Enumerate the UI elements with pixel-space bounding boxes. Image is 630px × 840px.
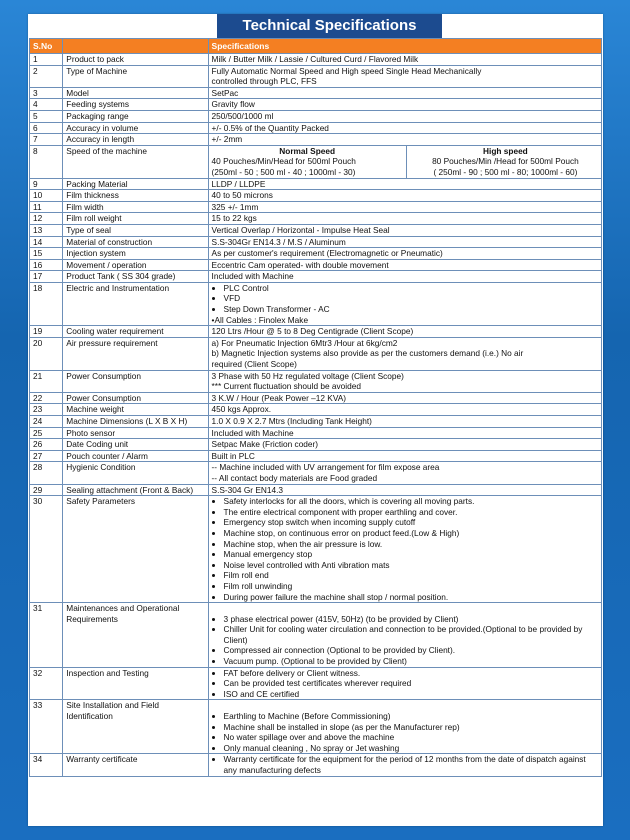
row-item: Maintenances and Operational Requirements [63,603,208,668]
row-item: Accuracy in length [63,134,208,146]
table-row [30,496,602,603]
table-row [30,122,602,134]
row-number: 18 [30,282,63,325]
high-speed-head: High speed [483,145,528,156]
row-item: Electric and Instrumentation [63,282,208,325]
bullet-item: • Machine stop, when the air pressure is low. [224,539,598,550]
table-row [30,190,602,202]
row-spec [208,99,601,111]
row-item: Material of construction [63,236,208,248]
row-spec [208,496,601,603]
table-row [30,439,602,451]
row-number: 12 [30,213,63,225]
bullet-item: • No water spillage over and above the machine [224,732,598,743]
bullet-item: • Safety interlocks for all the doors, which is covering all moving parts. [224,496,598,507]
header-blank [63,39,208,54]
row-number: 3 [30,87,63,99]
spec-line: -- All contact body materials are Food graded [211,472,378,483]
row-spec [208,603,601,668]
bullet-item: • Only manual cleaning , No spray or Jet washing [224,743,598,754]
row-spec [208,337,601,370]
row-spec [208,404,601,416]
row-item: Date Coding unit [63,439,208,451]
table-row [30,282,602,325]
row-spec [208,392,601,404]
row-spec [208,282,601,325]
table-row [30,236,602,248]
row-number: 4 [30,99,63,111]
row-spec [208,224,601,236]
row-number: 24 [30,416,63,428]
row-item: Product Tank ( SS 304 grade) [63,271,208,283]
table-row [30,450,602,462]
bullet-item: • FAT before delivery or Client witness. [224,668,598,679]
row-spec [208,271,601,283]
row-item: Air pressure requirement [63,337,208,370]
spec-line: +/- 2mm [211,134,243,145]
row-item: Inspection and Testing [63,667,208,700]
spec-line: 325 +/- 1mm [211,201,259,212]
spec-line: required (Client Scope) [211,359,297,370]
row-item: Machine Dimensions (L X B X H) [63,416,208,428]
table-row [30,224,602,236]
row-spec [208,248,601,260]
row-number: 29 [30,484,63,496]
row-spec [208,87,601,99]
bullet-list [212,496,598,602]
bullet-item: • 3 phase electrical power (415V, 50Hz) (to be provided by Client) [224,614,598,625]
row-item: Movement / operation [63,259,208,271]
spec-line: S.S-304 Gr EN14.3 [211,484,284,495]
spec-line: Included with Machine [211,271,294,282]
table-header [30,39,602,54]
table-row [30,427,602,439]
spec-line: *** Current fluctuation should be avoided [211,381,361,392]
table-row [30,65,602,87]
bullet-item: • Vacuum pump. (Optional to be provided by Client) [224,656,598,667]
row-item: Hygienic Condition [63,462,208,484]
table-row [30,700,602,754]
spec-line: -- Machine included with UV arrangement for film expose area [211,462,440,473]
row-number: 6 [30,122,63,134]
row-number: 23 [30,404,63,416]
row-item: Film width [63,201,208,213]
bullet-tail: •All Cables : Finolex Make [211,314,309,325]
bullet-item: • Emergency stop switch when incoming supply cutoff [224,517,598,528]
row-item: Film thickness [63,190,208,202]
normal-speed [209,146,407,178]
row-item: Power Consumption [63,392,208,404]
table-row [30,145,602,178]
row-number: 20 [30,337,63,370]
row-spec [208,427,601,439]
row-spec [208,236,601,248]
row-spec [208,450,601,462]
spec-line: Setpac Make (Friction coder) [211,439,319,450]
row-item: Type of Machine [63,65,208,87]
row-spec [208,700,601,754]
row-number: 16 [30,259,63,271]
spec-line: +/- 0.5% of the Quantity Packed [211,122,329,133]
normal-speed-line: 40 Pouches/Min/Head for 500ml Pouch [211,156,356,167]
bullet-item: • Film roll end [224,570,598,581]
spec-line: 120 Ltrs /Hour @ 5 to 8 Deg Centigrade (Client Scope) [211,326,414,337]
row-item: Model [63,87,208,99]
row-number: 27 [30,450,63,462]
bullet-list [212,711,598,753]
bullet-item: • Manual emergency stop [224,549,598,560]
row-spec [208,65,601,87]
spec-line: LLDP / LLDPE [211,178,266,189]
row-item: Accuracy in volume [63,122,208,134]
row-item: Power Consumption [63,370,208,392]
row-spec [208,416,601,428]
table-row [30,110,602,122]
table-row [30,99,602,111]
table-row [30,201,602,213]
row-spec [208,259,601,271]
table-row [30,370,602,392]
table-row [30,134,602,146]
row-number: 10 [30,190,63,202]
bullet-item: • Can be provided test certificates wherever required [224,678,598,689]
bullet-item: • Machine shall be installed in slope (as per the Manufacturer rep) [224,722,598,733]
spec-line: Fully Automatic Normal Speed and High speed Single Head Mechanically [211,65,482,76]
table-row [30,178,602,190]
bullet-list [212,614,598,667]
bullet-item: • VFD [224,293,598,304]
row-item: Packaging range [63,110,208,122]
row-spec [208,201,601,213]
bullet-item: • Film roll unwinding [224,581,598,592]
row-item: Product to pack [63,54,208,66]
bullet-list [212,668,598,700]
row-spec [208,122,601,134]
spec-line: Milk / Butter Milk / Lassie / Cultured Curd / Flavored Milk [211,54,419,64]
row-number: 34 [30,754,63,776]
row-spec [208,484,601,496]
row-number: 2 [30,65,63,87]
header-sno: S.No [30,39,63,54]
row-number: 30 [30,496,63,603]
spec-line: 450 kgs Approx. [211,404,272,415]
row-number: 31 [30,603,63,668]
spec-line: Gravity flow [211,99,255,110]
table-row [30,667,602,700]
table-row [30,326,602,338]
row-item: Safety Parameters [63,496,208,603]
bullet-item: • The entire electrical component with proper earthling and cover. [224,507,598,518]
row-spec [208,370,601,392]
bullet-item: • During power failure the machine shall stop / normal position. [224,592,598,603]
bullet-item: • Step Down Transformer - AC [224,304,598,315]
row-item: Sealing attachment (Front & Back) [63,484,208,496]
table-row [30,603,602,668]
row-item: Cooling water requirement [63,326,208,338]
spec-line: 3 K.W / Hour (Peak Power –12 KVA) [211,392,347,403]
header-specs: Specifications [208,39,601,54]
row-number: 22 [30,392,63,404]
high-speed-line: 80 Pouches/Min /Head for 500ml Pouch [432,156,579,167]
row-number: 9 [30,178,63,190]
row-item: Packing Material [63,178,208,190]
spec-sheet [28,14,603,826]
row-spec [208,145,601,178]
bullet-item: • Chiller Unit for cooling water circulation and connection to be provided.(Optional to be provided by Client) [224,624,598,645]
bullet-item: • ISO and CE certified [224,689,598,700]
row-number: 19 [30,326,63,338]
normal-speed-line: (250ml - 50 ; 500 ml - 40 ; 1000ml - 30) [211,166,356,177]
spec-table [29,38,602,777]
table-row [30,87,602,99]
table-row [30,484,602,496]
row-number: 7 [30,134,63,146]
spec-line: Eccentric Cam operated- with double movement [211,259,389,270]
bullet-item: • Machine stop, on continuous error on product feed.(Low & High) [224,528,598,539]
bullet-item: • Noise level controlled with Anti vibration mats [224,560,598,571]
row-item: Injection system [63,248,208,260]
table-row [30,416,602,428]
spacer [212,700,598,711]
row-number: 33 [30,700,63,754]
row-item: Warranty certificate [63,754,208,776]
row-item: Feeding systems [63,99,208,111]
table-row [30,462,602,484]
bullet-item: • Compressed air connection (Optional to be provided by Client). [224,645,598,656]
spec-line: 40 to 50 microns [211,190,273,201]
high-speed-line: ( 250ml - 90 ; 500 ml - 80; 1000ml - 60) [433,166,578,177]
table-row [30,392,602,404]
bullet-item: • Warranty certificate for the equipment for the period of 12 months from the date of dispatch against any manufacturing defects [224,754,598,775]
row-spec [208,667,601,700]
spec-line: As per customer's requirement (Electromagnetic or Pneumatic) [211,248,443,259]
table-row [30,337,602,370]
row-spec [208,326,601,338]
row-spec [208,178,601,190]
table-row [30,271,602,283]
row-number: 15 [30,248,63,260]
row-number: 14 [30,236,63,248]
table-row [30,54,602,66]
spacer [212,603,598,614]
row-number: 32 [30,667,63,700]
table-row [30,754,602,776]
row-number: 13 [30,224,63,236]
row-spec [208,110,601,122]
high-speed [407,146,601,178]
bullet-item: • Earthling to Machine (Before Commissioning) [224,711,598,722]
table-row [30,404,602,416]
bullet-list [212,283,598,315]
row-item: Type of seal [63,224,208,236]
row-number: 17 [30,271,63,283]
row-spec [208,190,601,202]
row-item: Site Installation and Field Identification [63,700,208,754]
row-number: 28 [30,462,63,484]
row-number: 8 [30,145,63,178]
spec-line: 3 Phase with 50 Hz regulated voltage (Client Scope) [211,370,404,381]
row-item: Machine weight [63,404,208,416]
row-number: 25 [30,427,63,439]
spec-line: Built in PLC [211,450,255,461]
row-spec [208,54,601,66]
row-spec [208,439,601,451]
spec-line: controlled through PLC, FFS [211,76,317,87]
table-row [30,248,602,260]
row-number: 11 [30,201,63,213]
row-spec [208,462,601,484]
table-row [30,259,602,271]
spec-line: 1.0 X 0.9 X 2.7 Mtrs (Including Tank Height) [211,416,372,426]
row-item: Speed of the machine [63,145,208,178]
row-spec [208,213,601,225]
row-item: Photo sensor [63,427,208,439]
table-row [30,213,602,225]
spec-line: 250/500/1000 ml [211,110,274,121]
spec-line: a) For Pneumatic Injection 6Mtr3 /Hour at 6kg/cm2 [211,337,398,348]
row-spec [208,134,601,146]
row-number: 5 [30,110,63,122]
bullet-item: • PLC Control [224,283,598,294]
row-number: 21 [30,370,63,392]
speed-split [209,146,601,178]
spec-line: Vertical Overlap / Horizontal - Impulse Heat Seal [211,224,390,235]
table-body [30,54,602,777]
row-item: Film roll weight [63,213,208,225]
row-number: 26 [30,439,63,451]
bullet-list [212,754,598,775]
spec-line: S.S-304Gr EN14.3 / M.S / Aluminum [211,236,346,247]
spec-line: SetPac [211,87,239,98]
row-spec [208,754,601,776]
row-item: Pouch counter / Alarm [63,450,208,462]
spec-line: Included with Machine [211,427,294,438]
page-title: Technical Specifications [217,14,442,38]
normal-speed-head: Normal Speed [279,145,336,156]
spec-line: 15 to 22 kgs [211,213,257,224]
spec-line: b) Magnetic Injection systems also provide as per the customers demand (i.e.) No air [211,348,524,359]
row-number: 1 [30,54,63,66]
